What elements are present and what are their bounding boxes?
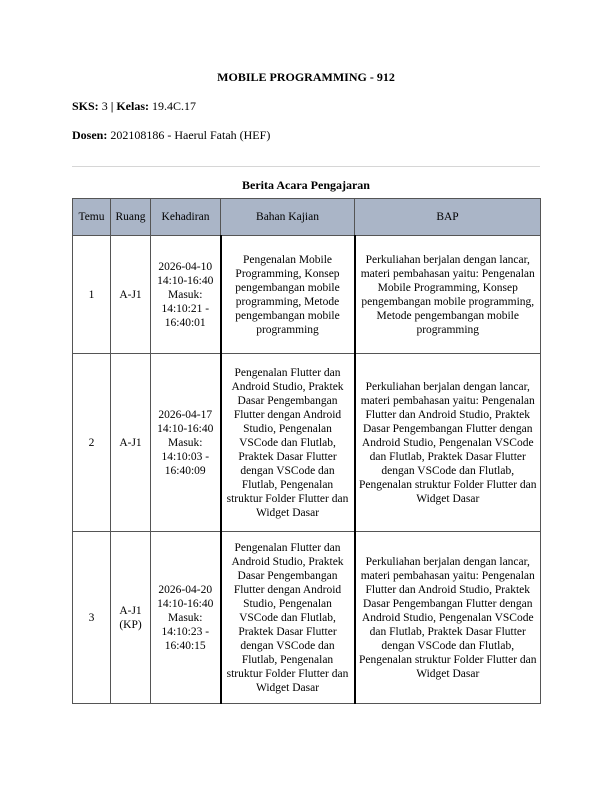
cell-bahan-kajian: Pengenalan Flutter dan Android Studio, Praktek Dasar Pengembangan Flutter dengan Android Studio, Pengenalan VSCode dan Flutlab, Praktek Dasar Flutter dengan VSCode dan Flutlab, Pengenalan struktur Folder Flutter dan Widget Dasar (221, 354, 355, 532)
header-temu: Temu (73, 199, 111, 236)
table-caption: Berita Acara Pengajaran (242, 178, 370, 192)
horizontal-divider (72, 166, 540, 167)
cell-bap: Perkuliahan berjalan dengan lancar, materi pembahasan yaitu: Pengenalan Mobile Programming, Konsep pengembangan mobile programming, Metode pengembangan mobile programming (355, 236, 541, 354)
berita-acara-table (72, 198, 541, 704)
cell-temu: 1 (73, 236, 111, 354)
separator: | (110, 99, 114, 113)
sks-kelas-line (72, 99, 196, 114)
cell-ruang: A-J1 (KP) (111, 532, 151, 704)
cell-kehadiran: 2026-04-20 14:10-16:40 Masuk: 14:10:23 - 16:40:15 (151, 532, 221, 704)
page-title: MOBILE PROGRAMMING - 912 (217, 70, 395, 84)
cell-ruang: A-J1 (111, 354, 151, 532)
cell-temu: 2 (73, 354, 111, 532)
table-row (73, 354, 541, 532)
cell-bahan-kajian: Pengenalan Mobile Programming, Konsep pengembangan mobile programming, Metode pengembangan mobile programming (221, 236, 355, 354)
cell-bap: Perkuliahan berjalan dengan lancar, materi pembahasan yaitu: Pengenalan Flutter dan Android Studio, Praktek Dasar Pengembangan Flutter dengan Android Studio, Pengenalan VSCode dan Flutlab, Praktek Dasar Flutter dengan VSCode dan Flutlab, Pengenalan struktur Folder Flutter dan Widget Dasar (355, 532, 541, 704)
header-ruang: Ruang (111, 199, 151, 236)
cell-bap: Perkuliahan berjalan dengan lancar, materi pembahasan yaitu: Pengenalan Flutter dan Android Studio, Praktek Dasar Pengembangan Flutter dengan Android Studio, Pengenalan VSCode dan Flutlab, Praktek Dasar Flutter dengan VSCode dan Flutlab, Pengenalan struktur Folder Flutter dan Widget Dasar (355, 354, 541, 532)
dosen-value: 202108186 - Haerul Fatah (HEF) (110, 128, 271, 142)
kelas-label: Kelas: (116, 99, 150, 113)
table-row (73, 532, 541, 704)
cell-kehadiran: 2026-04-17 14:10-16:40 Masuk: 14:10:03 - 16:40:09 (151, 354, 221, 532)
cell-bahan-kajian: Pengenalan Flutter dan Android Studio, Praktek Dasar Pengembangan Flutter dengan Android Studio, Pengenalan VSCode dan Flutlab, Praktek Dasar Flutter dengan VSCode dan Flutlab, Pengenalan struktur Folder Flutter dan Widget Dasar (221, 532, 355, 704)
header-bap: BAP (355, 199, 541, 236)
table-header-row (73, 199, 541, 236)
header-bahan-kajian: Bahan Kajian (221, 199, 355, 236)
cell-kehadiran: 2026-04-10 14:10-16:40 Masuk: 14:10:21 - 16:40:01 (151, 236, 221, 354)
header-kehadiran: Kehadiran (151, 199, 221, 236)
table-row (73, 236, 541, 354)
cell-temu: 3 (73, 532, 111, 704)
kelas-value: 19.4C.17 (152, 99, 197, 113)
dosen-label: Dosen: (72, 128, 108, 142)
dosen-line (72, 128, 270, 143)
sks-label: SKS: (72, 99, 99, 113)
sks-value: 3 (101, 99, 108, 113)
cell-ruang: A-J1 (111, 236, 151, 354)
